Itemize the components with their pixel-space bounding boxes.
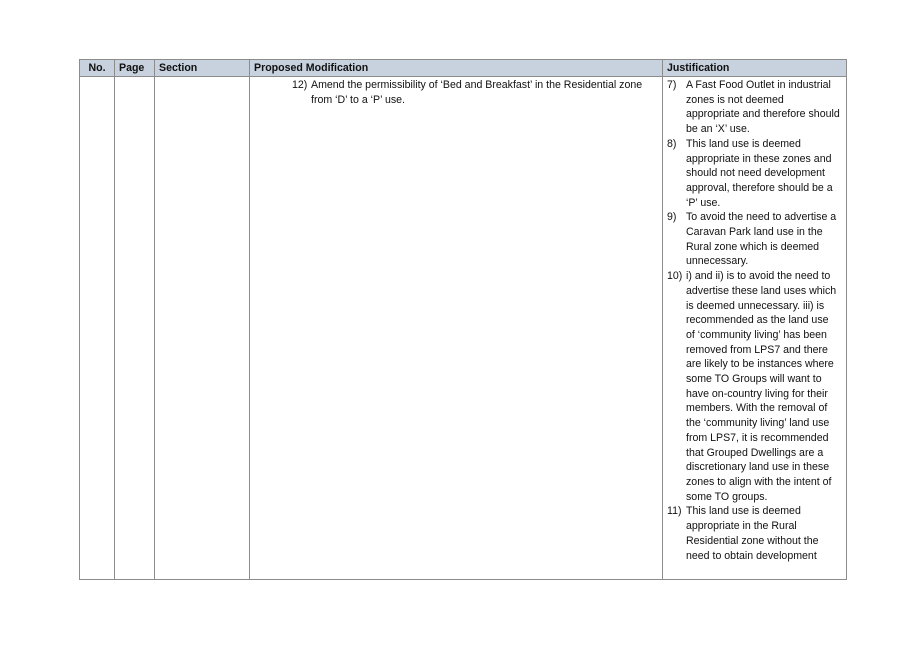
- header-section: Section: [155, 60, 250, 77]
- header-page: Page: [115, 60, 155, 77]
- modification-text: Amend the permissibility of ‘Bed and Breakfast’ in the Residential zone from ‘D’ to a ‘P’ use.: [311, 79, 643, 106]
- justification-number: 11): [667, 505, 682, 518]
- list-item: [667, 210, 842, 269]
- justification-text: This land use is deemed appropriate in the Rural Residential zone without the need to obtain development: [686, 505, 819, 562]
- cell-justification: [663, 77, 847, 580]
- justification-number: 10): [667, 270, 683, 283]
- table-row: [80, 77, 847, 580]
- modifications-table: [79, 59, 847, 580]
- cell-no: [80, 77, 115, 580]
- list-item: [667, 137, 842, 211]
- justification-text: A Fast Food Outlet in industrial zones is not deemed appropriate and therefore should be an ‘X’ use.: [686, 79, 840, 136]
- justification-list: [667, 78, 842, 563]
- cell-page: [115, 77, 155, 580]
- cell-proposed-modification: [250, 77, 663, 580]
- list-item: [292, 78, 658, 107]
- justification-text: i) and ii) is to avoid the need to advertise these land uses which is deemed unnecessary. iii) is recommended as the land use of ‘community living’ has been removed from LPS7 and there are likely to be instances where some TO Groups will want to have on-country living for their members. With the removal of the ‘community living’ land use from LPS7, it is recommended that Grouped Dwellings are a discretionary land use in these zones to align with the intent of some TO groups.: [686, 270, 837, 503]
- header-justification: Justification: [663, 60, 847, 77]
- justification-number: 7): [667, 79, 677, 91]
- list-item: [667, 269, 842, 504]
- justification-number: 9): [667, 211, 677, 224]
- justification-number: 8): [667, 137, 677, 150]
- header-proposed-modification: Proposed Modification: [250, 60, 663, 77]
- justification-text: To avoid the need to advertise a Caravan Park land use in the Rural zone which is deemed unnecessary.: [686, 211, 837, 268]
- modification-number: 12): [292, 79, 308, 91]
- header-no: No.: [80, 60, 115, 77]
- modification-list: [254, 78, 658, 107]
- justification-text: This land use is deemed appropriate in these zones and should not need development approval, therefore should be a ‘P’ use.: [686, 137, 833, 209]
- list-item: [667, 78, 842, 137]
- table-header-row: [80, 60, 847, 77]
- list-item: [667, 504, 842, 563]
- cell-section: [155, 77, 250, 580]
